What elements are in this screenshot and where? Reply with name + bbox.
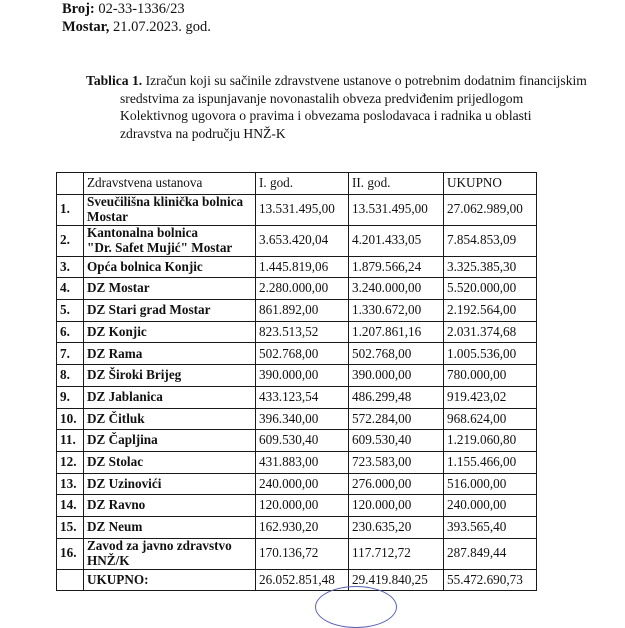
institution-name-line-1: Opća bolnica Konjic xyxy=(87,258,203,274)
year-2-value: 486.299,48 xyxy=(349,386,444,408)
total-label: UKUPNO: xyxy=(84,569,256,591)
grand-total: 55.472.690,73 xyxy=(444,569,537,591)
table-row xyxy=(57,451,537,473)
institution-name-line-1: DZ Jablanica xyxy=(87,388,163,404)
table-row xyxy=(57,300,537,322)
table-row xyxy=(57,516,537,538)
official-stamp xyxy=(315,586,397,628)
year-2-value: 502.768,00 xyxy=(349,343,444,365)
institution-name xyxy=(84,194,256,225)
table-row xyxy=(57,495,537,517)
row-number: 11. xyxy=(57,430,84,452)
year-1-value: 609.530,40 xyxy=(256,430,349,452)
year-2-value: 4.201.433,05 xyxy=(349,225,444,256)
caption-line-2: sredstvima za ispunjavanje novonastalih obveza predviđenim prijedlogom xyxy=(120,90,524,106)
total-value: 968.624,00 xyxy=(444,408,537,430)
year-2-value: 120.000,00 xyxy=(349,495,444,517)
caption-line-3: Kolektivnog ugovora o pravima i obvezama poslodavaca i radnika u oblasti xyxy=(120,108,532,123)
institution-name-line-2: HNŽ/K xyxy=(87,552,130,568)
total-value: 780.000,00 xyxy=(444,365,537,387)
year-2-value: 117.712,72 xyxy=(349,538,444,569)
year-1-value: 13.531.495,00 xyxy=(256,194,349,225)
row-number: 9. xyxy=(57,386,84,408)
total-value: 393.565,40 xyxy=(444,516,537,538)
institution-name xyxy=(84,343,256,365)
total-value: 919.423,02 xyxy=(444,386,537,408)
institution-name-line-1: DZ Rama xyxy=(87,345,143,361)
table-row xyxy=(57,365,537,387)
institution-name xyxy=(84,365,256,387)
year-1-value: 823.513,52 xyxy=(256,321,349,343)
header-number xyxy=(57,173,84,195)
institution-name xyxy=(84,430,256,452)
institution-name-line-1: DZ Široki Brijeg xyxy=(87,367,182,383)
total-empty-cell xyxy=(57,569,84,591)
institution-name xyxy=(84,256,256,278)
total-year-1: 26.052.851,48 xyxy=(256,569,349,591)
institution-name xyxy=(84,538,256,569)
table-row xyxy=(57,256,537,278)
year-1-value: 861.892,00 xyxy=(256,300,349,322)
year-2-value: 230.635,20 xyxy=(349,516,444,538)
caption-label: Tablica 1. xyxy=(86,73,143,88)
institution-name-line-1: DZ Stari grad Mostar xyxy=(87,302,211,318)
table-row xyxy=(57,225,537,256)
table-row xyxy=(57,538,537,569)
institution-name-line-1: Sveučilišna klinička bolnica xyxy=(87,194,244,210)
document-date xyxy=(62,19,211,36)
document-number xyxy=(62,1,185,18)
row-number: 1. xyxy=(57,194,84,225)
year-2-value: 13.531.495,00 xyxy=(349,194,444,225)
institution-name xyxy=(84,225,256,256)
total-value: 3.325.385,30 xyxy=(444,256,537,278)
row-number: 10. xyxy=(57,408,84,430)
row-number: 16. xyxy=(57,538,84,569)
table-row xyxy=(57,194,537,225)
header-year-1: I. god. xyxy=(256,173,349,195)
institution-name xyxy=(84,300,256,322)
institution-name-line-1: DZ Stolac xyxy=(87,453,144,469)
institution-name xyxy=(84,386,256,408)
year-2-value: 1.879.566,24 xyxy=(349,256,444,278)
header-institution: Zdravstvena ustanova xyxy=(84,173,256,195)
year-2-value: 1.330.672,00 xyxy=(349,300,444,322)
document-place-label: Mostar, xyxy=(62,19,110,35)
year-1-value: 1.445.819,06 xyxy=(256,256,349,278)
table-caption xyxy=(86,72,586,142)
table-row xyxy=(57,386,537,408)
document-date-value: 21.07.2023. god. xyxy=(113,19,211,35)
year-1-value: 433.123,54 xyxy=(256,386,349,408)
year-1-value: 3.653.420,04 xyxy=(256,225,349,256)
year-1-value: 431.883,00 xyxy=(256,451,349,473)
row-number: 2. xyxy=(57,225,84,256)
institution-name xyxy=(84,495,256,517)
table-total-row xyxy=(57,569,537,591)
row-number: 14. xyxy=(57,495,84,517)
table-row xyxy=(57,278,537,300)
total-value: 27.062.989,00 xyxy=(444,194,537,225)
institution-name xyxy=(84,321,256,343)
row-number: 15. xyxy=(57,516,84,538)
year-1-value: 240.000,00 xyxy=(256,473,349,495)
year-1-value: 502.768,00 xyxy=(256,343,349,365)
total-value: 5.520.000,00 xyxy=(444,278,537,300)
institution-name-line-1: Zavod za javno zdravstvo xyxy=(87,538,232,554)
year-1-value: 390.000,00 xyxy=(256,365,349,387)
table-row xyxy=(57,430,537,452)
caption-line-4: zdravstva na području HNŽ-K xyxy=(120,125,286,141)
year-1-value: 396.340,00 xyxy=(256,408,349,430)
year-2-value: 3.240.000,00 xyxy=(349,278,444,300)
institution-name-line-1: DZ Neum xyxy=(87,519,143,535)
table-header-row xyxy=(57,173,537,195)
total-value: 240.000,00 xyxy=(444,495,537,517)
institution-name xyxy=(84,451,256,473)
header-year-2: II. god. xyxy=(349,173,444,195)
institution-name-line-2: "Dr. Safet Mujić" Mostar xyxy=(87,239,233,255)
total-value: 1.219.060,80 xyxy=(444,430,537,452)
institution-name-line-1: DZ Mostar xyxy=(87,280,150,296)
institution-name-line-1: DZ Ravno xyxy=(87,497,146,513)
institution-name-line-1: DZ Čitluk xyxy=(87,410,145,426)
year-1-value: 120.000,00 xyxy=(256,495,349,517)
row-number: 6. xyxy=(57,321,84,343)
institution-name xyxy=(84,473,256,495)
year-2-value: 276.000,00 xyxy=(349,473,444,495)
table-row xyxy=(57,321,537,343)
institution-name-line-1: DZ Konjic xyxy=(87,323,147,339)
row-number: 13. xyxy=(57,473,84,495)
document-number-label: Broj: xyxy=(62,1,95,17)
row-number: 12. xyxy=(57,451,84,473)
table-row xyxy=(57,408,537,430)
year-2-value: 723.583,00 xyxy=(349,451,444,473)
cost-table xyxy=(56,172,537,591)
institution-name xyxy=(84,278,256,300)
row-number: 8. xyxy=(57,365,84,387)
total-value: 1.155.466,00 xyxy=(444,451,537,473)
year-2-value: 609.530,40 xyxy=(349,430,444,452)
total-value: 287.849,44 xyxy=(444,538,537,569)
institution-name xyxy=(84,516,256,538)
header-total: UKUPNO xyxy=(444,173,537,195)
document-number-value: 02-33-1336/23 xyxy=(98,1,185,17)
total-value: 1.005.536,00 xyxy=(444,343,537,365)
row-number: 5. xyxy=(57,300,84,322)
institution-name-line-2: Mostar xyxy=(87,208,129,224)
institution-name-line-1: Kantonalna bolnica xyxy=(87,225,199,241)
caption-line-1: Izračun koji su sačinile zdravstvene ustanove o potrebnim dodatnim financijskim xyxy=(145,73,587,88)
total-value: 516.000,00 xyxy=(444,473,537,495)
year-2-value: 390.000,00 xyxy=(349,365,444,387)
table-row xyxy=(57,343,537,365)
year-2-value: 1.207.861,16 xyxy=(349,321,444,343)
institution-name-line-1: DZ Uzinovići xyxy=(87,475,162,491)
total-year-2: 29.419.840,25 xyxy=(349,569,444,591)
row-number: 3. xyxy=(57,256,84,278)
year-1-value: 2.280.000,00 xyxy=(256,278,349,300)
year-2-value: 572.284,00 xyxy=(349,408,444,430)
row-number: 7. xyxy=(57,343,84,365)
year-1-value: 170.136,72 xyxy=(256,538,349,569)
row-number: 4. xyxy=(57,278,84,300)
total-value: 2.031.374,68 xyxy=(444,321,537,343)
total-value: 7.854.853,09 xyxy=(444,225,537,256)
year-1-value: 162.930,20 xyxy=(256,516,349,538)
table-row xyxy=(57,473,537,495)
institution-name-line-1: DZ Čapljina xyxy=(87,432,158,448)
institution-name xyxy=(84,408,256,430)
total-value: 2.192.564,00 xyxy=(444,300,537,322)
